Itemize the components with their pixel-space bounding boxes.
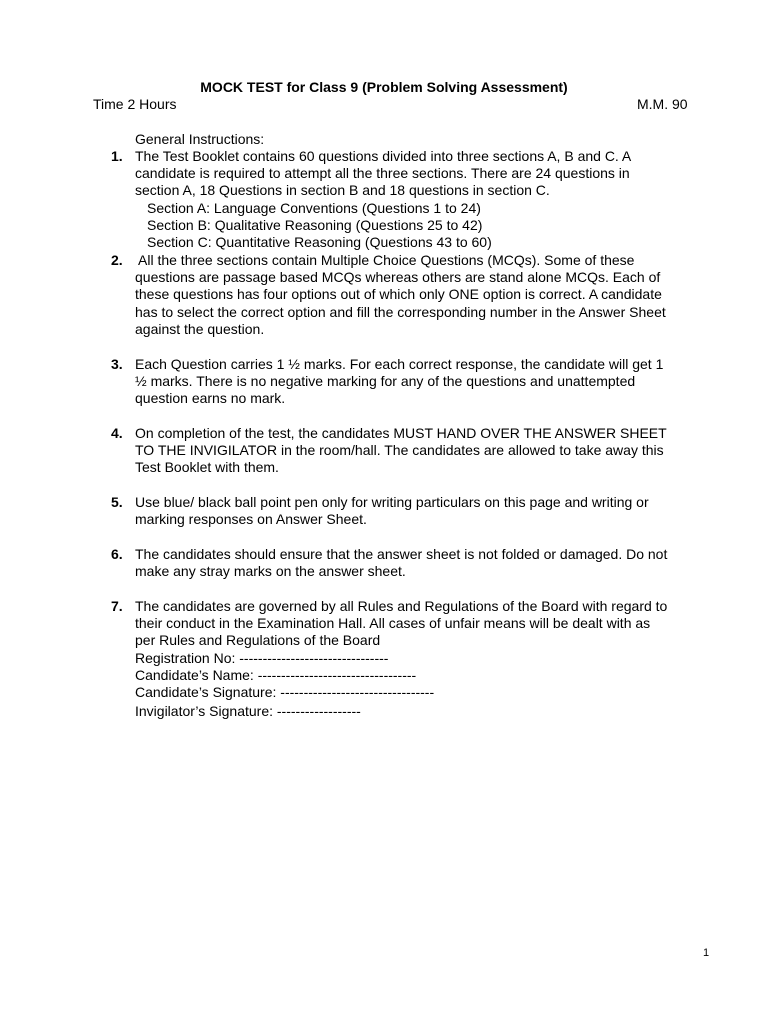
time-allowed: Time 2 Hours <box>93 96 177 112</box>
document-title: MOCK TEST for Class 9 (Problem Solving Assessment) <box>200 79 568 95</box>
instruction-line: The candidates should ensure that the answer sheet is not folded or damaged. Do not <box>135 546 668 562</box>
instruction-line: questions are passage based MCQs whereas others are stand alone MCQs. Each of <box>135 269 661 286</box>
instruction-line: On completion of the test, the candidates MUST HAND OVER THE ANSWER SHEET <box>135 425 667 441</box>
instruction-number: 3. <box>111 356 123 372</box>
instruction-line: Test Booklet with them. <box>135 459 279 476</box>
maximum-marks: M.M. 90 <box>637 96 688 112</box>
instruction-line: Each Question carries 1 ½ marks. For each correct response, the candidate will get 1 <box>135 356 664 372</box>
candidate-signature-field: Candidate’s Signature: --------------------------------- <box>135 684 435 701</box>
invigilator-signature-field: Invigilator’s Signature: ------------------ <box>135 703 361 720</box>
instruction-line: TO THE INVIGILATOR in the room/hall. The candidates are allowed to take away this <box>135 442 664 459</box>
instruction-line: The candidates are governed by all Rules and Regulations of the Board with regard to <box>135 598 668 614</box>
instruction-text <box>135 546 735 580</box>
instruction-number: 5. <box>111 494 123 510</box>
instruction-line: candidate is required to attempt all the three sections. There are 24 questions in <box>135 165 630 182</box>
section-c-line: Section C: Quantitative Reasoning (Questions 43 to 60) <box>147 234 492 251</box>
instruction-line: question earns no mark. <box>135 390 286 407</box>
instruction-line: has to select the correct option and fill the corresponding number in the Answer Sheet <box>135 303 666 320</box>
instruction-text <box>135 494 735 528</box>
instruction-text <box>135 598 735 720</box>
registration-no-field: Registration No: -------------------------------- <box>135 649 389 666</box>
instruction-line: Use blue/ black ball point pen only for writing particulars on this page and writing or <box>135 494 649 510</box>
instruction-line: against the question. <box>135 320 265 337</box>
instruction-line: per Rules and Regulations of the Board <box>135 632 381 649</box>
instruction-number: 2. <box>111 252 123 268</box>
section-b-line: Section B: Qualitative Reasoning (Questions 25 to 42) <box>147 216 483 233</box>
instruction-line: their conduct in the Examination Hall. All cases of unfair means will be dealt with as <box>135 615 651 632</box>
instruction-line: All the three sections contain Multiple Choice Questions (MCQs). Some of these <box>138 252 635 268</box>
instruction-line: ½ marks. There is no negative marking for any of the questions and unattempted <box>135 373 636 390</box>
section-a-line: Section A: Language Conventions (Questions 1 to 24) <box>147 199 481 216</box>
instruction-line: marking responses on Answer Sheet. <box>135 511 367 528</box>
instruction-text <box>135 425 735 477</box>
general-instructions-heading: General Instructions: <box>135 131 265 147</box>
page-number: 1 <box>703 947 710 959</box>
candidate-name-field: Candidate’s Name: ---------------------------------- <box>135 666 417 683</box>
instruction-number: 4. <box>111 425 123 441</box>
instruction-number: 7. <box>111 598 123 614</box>
instruction-line: section A, 18 Questions in section B and 18 questions in section C. <box>135 182 550 199</box>
instruction-line: make any stray marks on the answer sheet. <box>135 563 406 580</box>
instruction-text <box>135 356 735 408</box>
instruction-number: 1. <box>111 148 123 164</box>
instruction-line: these questions has four options out of which only ONE option is correct. A candidate <box>135 286 662 303</box>
instruction-number: 6. <box>111 546 123 562</box>
instruction-line: The Test Booklet contains 60 questions divided into three sections A, B and C. A <box>135 148 632 164</box>
instruction-text <box>135 148 735 251</box>
instruction-text <box>135 252 735 338</box>
